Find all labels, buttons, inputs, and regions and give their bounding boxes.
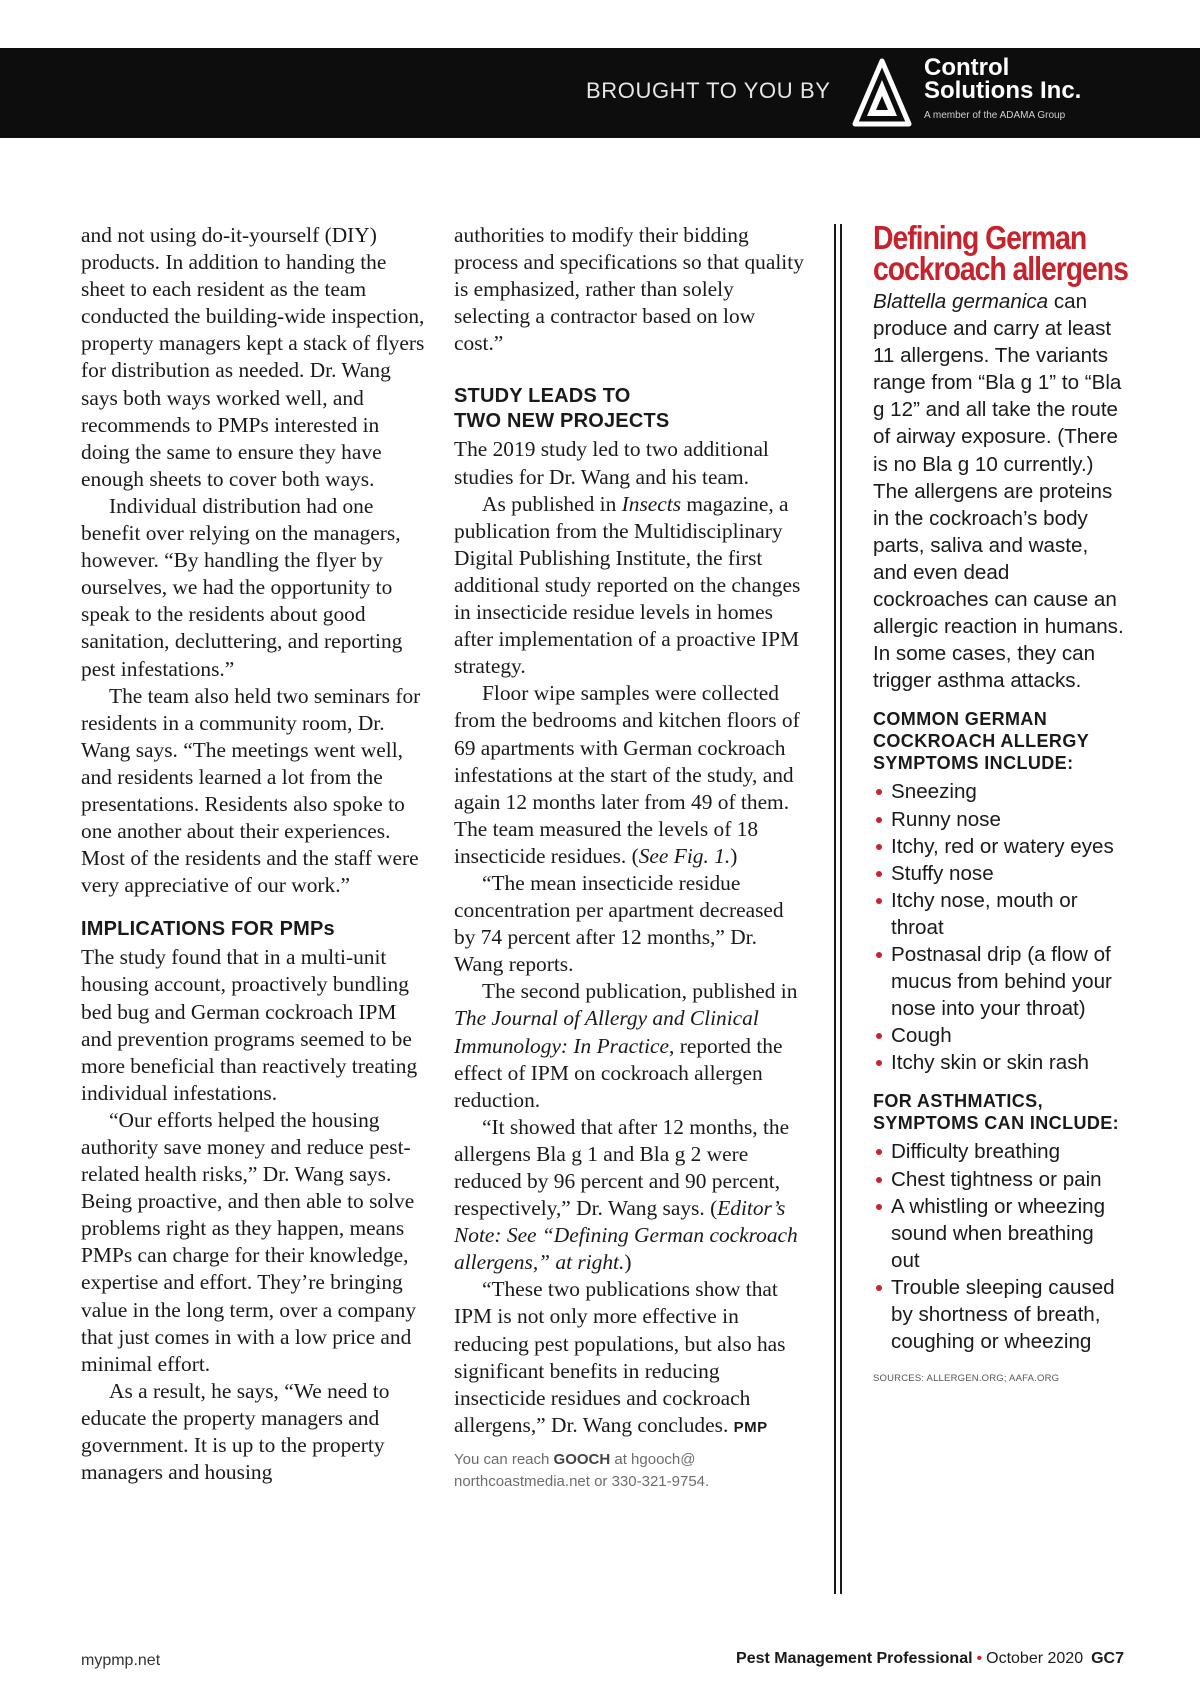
paragraph: “Our efforts helped the housing authority save money and reduce pest-related health risks,” Dr. Wang says. Being proactive, and then able to solve problems right as they happen, means PMPs can charge for their knowledge, expertise and effort. They’re bringing value in the long term, over a company that just comes in with a low price and minimal effort. bbox=[81, 1107, 417, 1376]
article-column-1 bbox=[81, 222, 431, 1486]
text-run: magazine, a publication from the Multidisciplinary Digital Publishing Institute, the first additional study reported on the changes in insecticide residue levels in homes after implementation of a proactive IPM strategy. bbox=[454, 491, 801, 679]
asthma-symptom-list bbox=[873, 1138, 1125, 1355]
sidebar-sources: SOURCES: ALLERGEN.ORG; AAFA.ORG bbox=[873, 1373, 1060, 1385]
sidebar-heading-symptoms: COMMON GERMAN COCKROACH ALLERGY SYMPTOMS INCLUDE: bbox=[873, 709, 1089, 774]
list-item: A whistling or wheezing sound when breathing out bbox=[873, 1193, 1125, 1274]
company-name-line1: Control bbox=[924, 54, 1010, 81]
text-run: “These two publications show that IPM is not only more effective in reducing pest populations, but also has significant benefits in reducing insecticide residues and cockroach allergens,” Dr. Wang concludes. bbox=[454, 1277, 786, 1437]
footer-folio bbox=[736, 1650, 1124, 1668]
sidebar-heading-asthmatics: FOR ASTHMATICS, SYMPTOMS CAN INCLUDE: bbox=[873, 1091, 1120, 1134]
publication-title: Insects bbox=[621, 491, 682, 516]
paragraph: The 2019 study led to two additional studies for Dr. Wang and his team. bbox=[454, 437, 769, 489]
paragraph: “The mean insecticide residue concentration per apartment decreased by 74 percent after 12 months,” Dr. Wang reports. bbox=[454, 870, 784, 977]
text-run: As published in bbox=[482, 491, 622, 516]
list-item: Itchy, red or watery eyes bbox=[873, 833, 1125, 860]
column-divider bbox=[834, 224, 836, 1594]
text-run: reported the effect of IPM on cockroach allergen reduction. bbox=[454, 1033, 783, 1112]
author-name: GOOCH bbox=[553, 1450, 611, 1468]
text-run: ) bbox=[730, 843, 738, 868]
publication-title: The Journal of Allergy and Clinical Immunology: In Practice, bbox=[454, 1006, 759, 1058]
paragraph bbox=[454, 978, 806, 1113]
section-heading-implications: IMPLICATIONS FOR PMPs bbox=[81, 918, 335, 941]
end-mark: PMP bbox=[733, 1418, 768, 1436]
list-item: Difficulty breathing bbox=[873, 1138, 1125, 1165]
list-item: Trouble sleeping caused by shortness of breath, coughing or wheezing bbox=[873, 1274, 1125, 1355]
list-item: Runny nose bbox=[873, 806, 1125, 833]
paragraph: The team also held two seminars for residents in a community room, Dr. Wang says. “The meetings went well, and residents learned a lot from the presentations. Residents also spoke to one another about their experiences. Most of the residents and the staff were very appreciative of our work.” bbox=[81, 683, 421, 898]
paragraph: The study found that in a multi-unit housing account, proactively bundling bed bug and German cockroach IPM and prevention programs seemed to be more beneficial than reactively treating individual infestations. bbox=[81, 945, 418, 1105]
article-column-2 bbox=[454, 222, 806, 1493]
text-run: can produce and carry at least 11 allergens. The variants range from “Bla g 1” to “Bla g 12” and all take the route of airway exposure. (There is no Bla g 10 currently.) The allergens are proteins in the cockroach’s body parts, saliva and waste, and even dead cockroaches can cause an allergic reaction in humans. In some cases, they can trigger asthma attacks. bbox=[873, 290, 1124, 693]
paragraph bbox=[454, 491, 806, 681]
paragraph bbox=[454, 1114, 806, 1277]
sponsor-banner bbox=[0, 48, 1200, 138]
paragraph bbox=[454, 680, 806, 870]
paragraph: and not using do-it-yourself (DIY) products. In addition to handing the sheet to each resident as the team conducted the building-wide inspection, property managers kept a stack of flyers for distribution as needed. Dr. Wang says both ways worked well, and recommends to PMPs interested in doing the same to ensure they have enough sheets to cover both ways. bbox=[81, 223, 425, 491]
paragraph bbox=[454, 1276, 806, 1441]
sidebar-box bbox=[873, 219, 1128, 1392]
editors-note: Editor’s Note: See “Defining German cockroach allergens,” at right. bbox=[454, 1196, 798, 1275]
text-run: at hgooch@ northcoastmedia.net or 330-321-9754. bbox=[454, 1450, 710, 1490]
section-heading-line: TWO NEW PROJECTS bbox=[454, 410, 670, 433]
brought-to-you-by-label: BROUGHT TO YOU BY bbox=[586, 78, 831, 103]
figure-reference: See Fig. 1. bbox=[638, 843, 731, 868]
section-heading-study bbox=[454, 384, 806, 434]
text-run: You can reach bbox=[454, 1450, 554, 1468]
sidebar-intro bbox=[873, 288, 1125, 694]
magazine-name: Pest Management Professional bbox=[736, 1650, 973, 1667]
control-solutions-logo-icon bbox=[852, 58, 912, 128]
list-item: Itchy skin or skin rash bbox=[873, 1049, 1125, 1076]
text-run: ) bbox=[624, 1250, 632, 1275]
text-run: “It showed that after 12 months, the allergens Bla g 1 and Bla g 2 were reduced by 96 percent and 90 percent, respectively,” Dr. Wang says. ( bbox=[454, 1114, 790, 1221]
paragraph: authorities to modify their bidding process and specifications so that quality is emphasized, rather than solely selecting a contractor based on low cost.” bbox=[454, 223, 804, 356]
symptom-list bbox=[873, 778, 1125, 1076]
footer-site-url[interactable]: mypmp.net bbox=[81, 1652, 161, 1669]
issue-date: October 2020 bbox=[986, 1650, 1084, 1667]
text-run: The second publication, published in bbox=[482, 979, 798, 1004]
column-divider bbox=[840, 224, 842, 1594]
list-item: Postnasal drip (a flow of mucus from behind your nose into your throat) bbox=[873, 941, 1125, 1022]
list-item: Sneezing bbox=[873, 778, 1125, 805]
list-item: Cough bbox=[873, 1022, 1125, 1049]
list-item: Stuffy nose bbox=[873, 860, 1125, 887]
company-tagline: A member of the ADAMA Group bbox=[924, 110, 1066, 121]
company-name bbox=[924, 56, 1081, 102]
author-contact bbox=[454, 1449, 806, 1493]
list-item: Itchy nose, mouth or throat bbox=[873, 887, 1125, 941]
paragraph: As a result, he says, “We need to educate the property managers and government. It is up to the property managers and housing bbox=[81, 1378, 390, 1485]
page-number: GC7 bbox=[1091, 1650, 1124, 1667]
bullet-separator: • bbox=[976, 1650, 983, 1667]
species-name: Blattella germanica bbox=[873, 290, 1049, 313]
text-run: Floor wipe samples were collected from the bedrooms and kitchen floors of 69 apartments with German cockroach infestations at the start of the study, and again 12 months later from 49 of them. The team measured the levels of 18 insecticide residues. ( bbox=[454, 681, 800, 868]
list-item: Chest tightness or pain bbox=[873, 1166, 1125, 1193]
sidebar-title: Defining German cockroach allergens bbox=[873, 219, 1128, 287]
paragraph: Individual distribution had one benefit over relying on the managers, however. “By handling the flyer by ourselves, we had the opportunity to speak to the residents about good sanitation, decluttering, and reporting pest infestations.” bbox=[81, 493, 403, 681]
company-name-line2: Solutions Inc. bbox=[924, 77, 1082, 104]
section-heading-line: STUDY LEADS TO bbox=[454, 385, 631, 408]
